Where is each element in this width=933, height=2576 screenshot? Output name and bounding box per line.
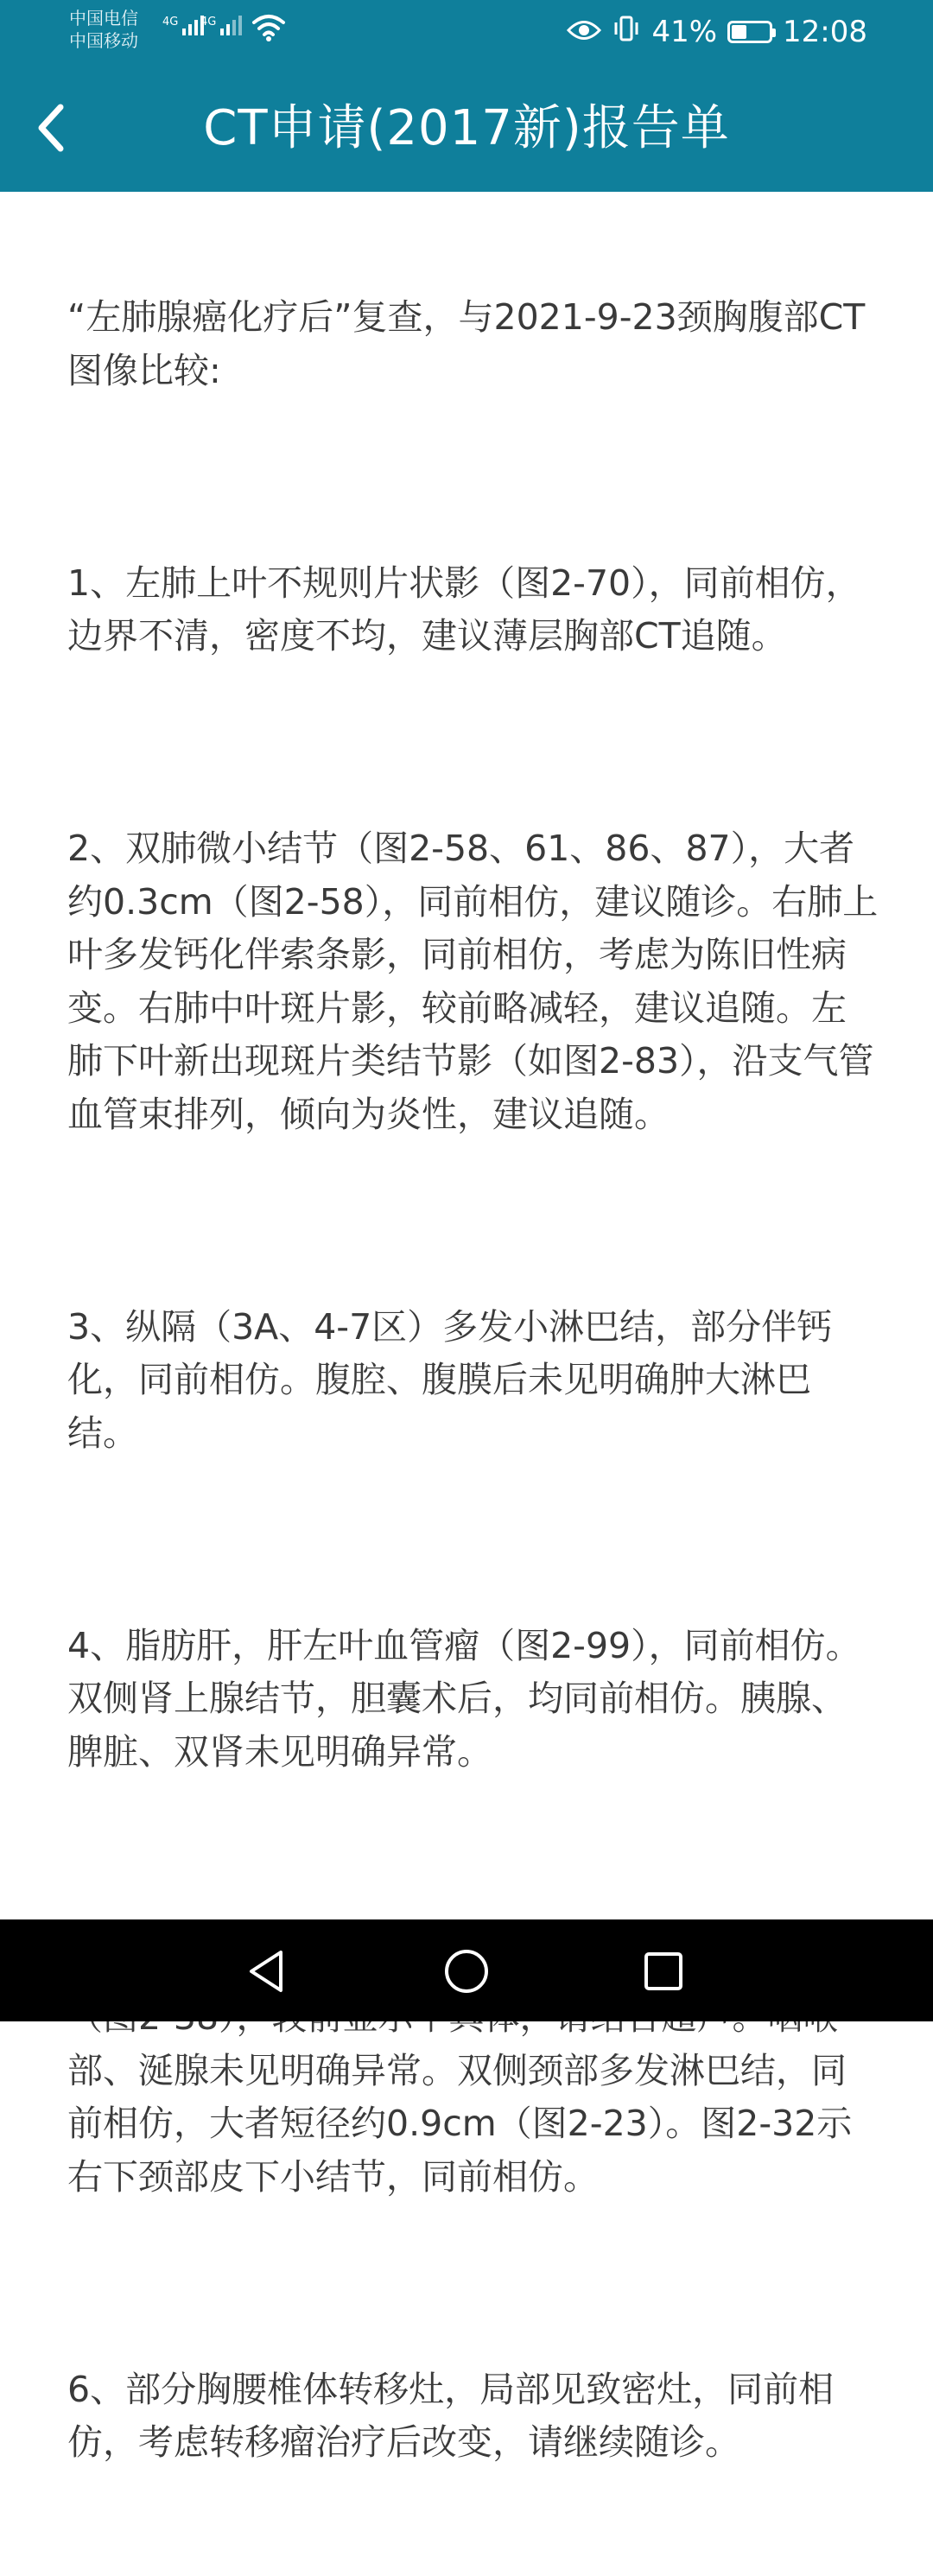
report-intro: “左肺腺癌化疗后”复查，与2021-9-23颈胸腹部CT图像比较: — [67, 296, 866, 391]
network-type-2: 4G — [200, 16, 217, 29]
signal-2-icon — [200, 16, 242, 35]
report-item-3: 3、纵隔（3A、4-7区）多发小淋巴结，部分伴钙化，同前相仿。腹腔、腹膜后未见明确肿大淋巴结。 — [67, 1305, 833, 1454]
app-topbar — [0, 0, 933, 192]
carrier-1: 中国电信 — [69, 8, 138, 29]
system-nav-bar — [0, 1919, 933, 2021]
carrier-names — [69, 7, 138, 52]
report-item-6: 6、部分胸腰椎体转移灶，局部见致密灶，同前相仿，考虑转移瘤治疗后改变，请继续随诊。 — [67, 2368, 835, 2463]
report-item-2: 2、双肺微小结节（图2-58、61、86、87），大者约0.3cm（图2-58），同前相仿，建议随诊。右肺上叶多发钙化伴索条影，同前相仿，考虑为陈旧性病变。右肺中叶斑片影，较前略减轻，建议追随。左肺下叶新出现斑片类结节影（如图2-83），沿支气管血管束排列，倾向为炎性，建议追随。 — [67, 828, 879, 1135]
page-title: CT申请(2017新)报告单 — [203, 100, 730, 156]
vibrate-icon — [612, 15, 641, 49]
app-header — [0, 64, 933, 192]
square-recents-icon — [641, 1949, 686, 1994]
battery-icon — [727, 21, 772, 43]
nav-back-button[interactable] — [240, 1945, 292, 1997]
network-type-1: 4G — [162, 16, 179, 29]
carrier-2: 中国移动 — [69, 30, 138, 51]
report-item-1: 1、左肺上叶不规则片状影（图2-70），同前相仿，边界不清，密度不均，建议薄层胸部CT追随。 — [67, 562, 861, 657]
status-right-group — [567, 10, 867, 54]
nav-home-button[interactable] — [441, 1945, 492, 1997]
battery-percent: 41% — [651, 15, 718, 49]
status-bar — [0, 0, 933, 64]
circle-home-icon — [442, 1947, 491, 1995]
wifi-icon — [252, 14, 285, 45]
triangle-back-icon — [244, 1947, 288, 1995]
report-item-5: 部、涎腺未见明确异常。双侧颈部多发淋巴结，同前相仿，大者短径约0.9cm（图2-23）。图2-32示右下颈部皮下小结节，同前相仿。 — [67, 2049, 853, 2198]
signal-1-icon — [162, 16, 204, 35]
battery-level-fill — [732, 25, 746, 39]
nav-recents-button[interactable] — [638, 1945, 689, 1997]
report-item-4: 4、脂肪肝，肝左叶血管瘤（图2-99），同前相仿。双侧肾上腺结节，胆囊术后，均同前相仿。胰腺、脾脏、双肾未见明确异常。 — [67, 1624, 861, 1773]
clock: 12:08 — [783, 15, 867, 49]
report-content[interactable] — [67, 185, 879, 2463]
eye-icon — [567, 15, 601, 49]
